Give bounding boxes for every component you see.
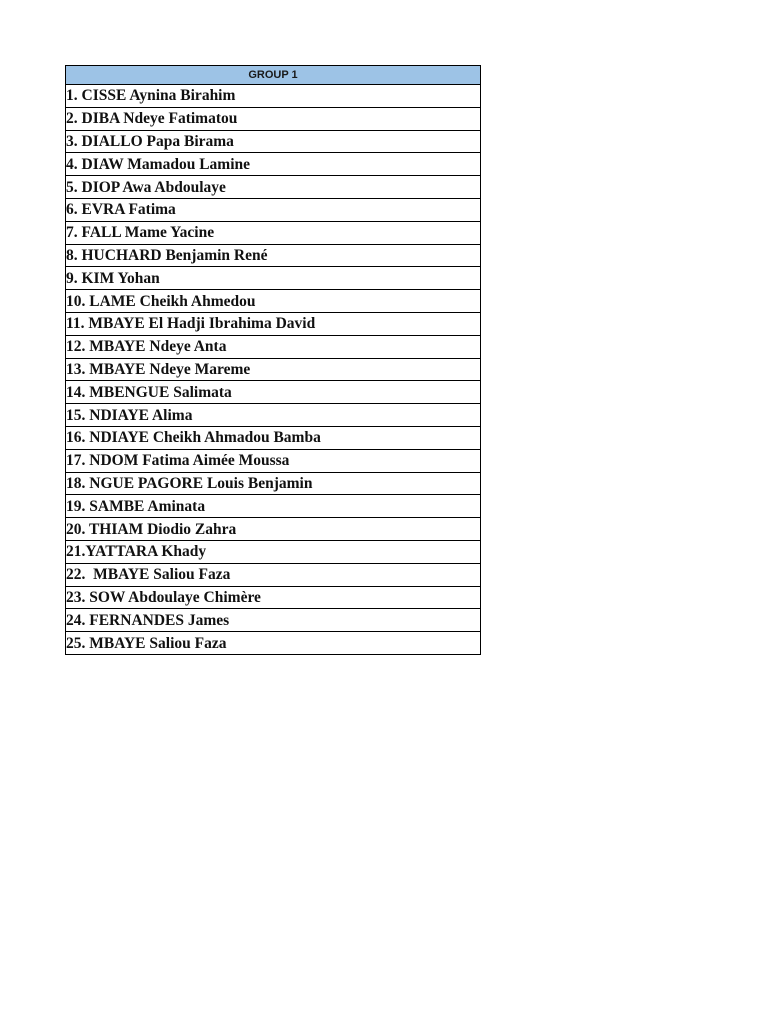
student-name-cell: 4. DIAW Mamadou Lamine <box>66 153 481 176</box>
student-name-cell: 25. MBAYE Saliou Faza <box>66 632 481 655</box>
table-row <box>66 198 481 221</box>
table-row <box>66 85 481 108</box>
table-row <box>66 312 481 335</box>
student-name-cell: 14. MBENGUE Salimata <box>66 381 481 404</box>
student-name-cell: 16. NDIAYE Cheikh Ahmadou Bamba <box>66 426 481 449</box>
table-row <box>66 153 481 176</box>
student-name-cell: 20. THIAM Diodio Zahra <box>66 518 481 541</box>
student-name-cell: 21.YATTARA Khady <box>66 540 481 563</box>
table-row <box>66 335 481 358</box>
table-row <box>66 404 481 427</box>
table-row <box>66 472 481 495</box>
table-row <box>66 449 481 472</box>
student-name-cell: 6. EVRA Fatima <box>66 198 481 221</box>
student-name-cell: 8. HUCHARD Benjamin René <box>66 244 481 267</box>
table-row <box>66 358 481 381</box>
student-name-cell: 2. DIBA Ndeye Fatimatou <box>66 107 481 130</box>
student-name-cell: 11. MBAYE El Hadji Ibrahima David <box>66 312 481 335</box>
student-name-cell: 18. NGUE PAGORE Louis Benjamin <box>66 472 481 495</box>
table-row <box>66 426 481 449</box>
student-name-cell: 15. NDIAYE Alima <box>66 404 481 427</box>
table-row <box>66 244 481 267</box>
table-row <box>66 267 481 290</box>
student-name-cell: 23. SOW Abdoulaye Chimère <box>66 586 481 609</box>
table-row <box>66 540 481 563</box>
student-name-cell: 1. CISSE Aynina Birahim <box>66 85 481 108</box>
group-header: GROUP 1 <box>66 66 481 85</box>
student-name-cell: 13. MBAYE Ndeye Mareme <box>66 358 481 381</box>
student-name-cell: 12. MBAYE Ndeye Anta <box>66 335 481 358</box>
student-name-cell: 10. LAME Cheikh Ahmedou <box>66 290 481 313</box>
student-name-cell: 7. FALL Mame Yacine <box>66 221 481 244</box>
table-row <box>66 495 481 518</box>
student-name-cell: 5. DIOP Awa Abdoulaye <box>66 176 481 199</box>
header-row <box>66 66 481 85</box>
table-row <box>66 609 481 632</box>
table-row <box>66 176 481 199</box>
student-name-cell: 9. KIM Yohan <box>66 267 481 290</box>
table-row <box>66 221 481 244</box>
table-row <box>66 586 481 609</box>
group-table <box>65 65 481 655</box>
table-row <box>66 518 481 541</box>
student-name-cell: 19. SAMBE Aminata <box>66 495 481 518</box>
table-row <box>66 563 481 586</box>
table-row <box>66 290 481 313</box>
student-name-cell: 22. MBAYE Saliou Faza <box>66 563 481 586</box>
table-row <box>66 130 481 153</box>
student-name-cell: 24. FERNANDES James <box>66 609 481 632</box>
table-row <box>66 632 481 655</box>
table-row <box>66 381 481 404</box>
student-list <box>66 85 481 655</box>
table-row <box>66 107 481 130</box>
student-name-cell: 17. NDOM Fatima Aimée Moussa <box>66 449 481 472</box>
student-name-cell: 3. DIALLO Papa Birama <box>66 130 481 153</box>
